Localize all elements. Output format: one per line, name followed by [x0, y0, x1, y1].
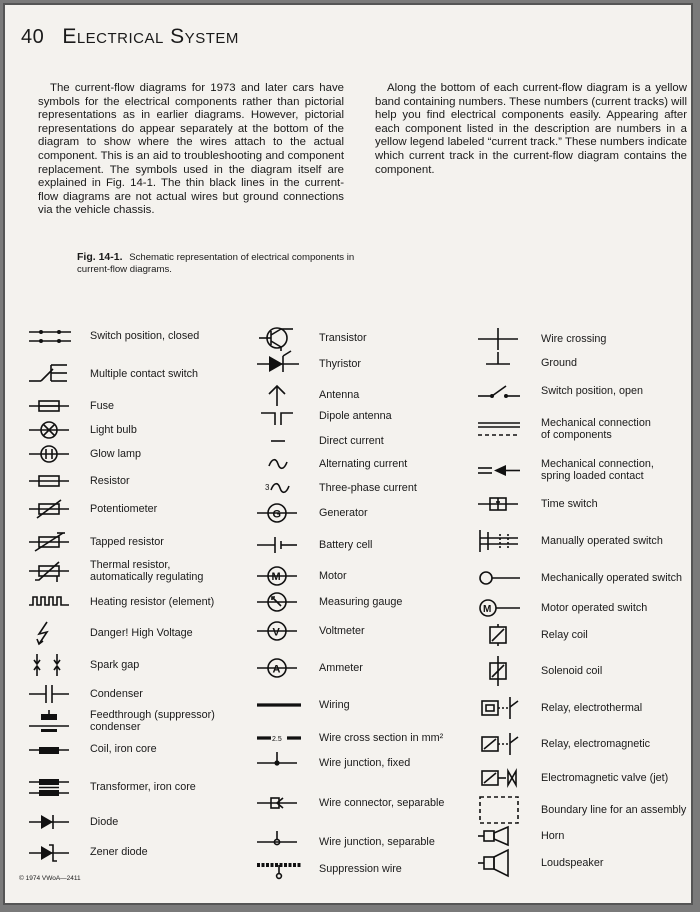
symbol-entry [257, 384, 467, 406]
symbol-label: Heating resistor (element) [90, 596, 215, 608]
symbol-entry [257, 565, 467, 587]
symbol-label: Diode [90, 816, 119, 828]
symbol-entry [29, 560, 239, 582]
symbol-entry [257, 477, 467, 499]
time-switch-icon [478, 493, 522, 515]
battery-cell-icon [257, 534, 301, 556]
symbol-label: Coil, iron core [90, 743, 157, 755]
symbol-entry [478, 852, 688, 874]
symbol-entry [29, 683, 239, 705]
symbol-label: Solenoid coil [541, 665, 603, 677]
mechanical-switch-icon [478, 567, 522, 589]
symbol-label: Multiple contact switch [90, 368, 199, 380]
diode-icon [29, 811, 73, 833]
relay-coil-icon [478, 624, 522, 646]
symbol-entry [257, 327, 467, 349]
wire-junction-separable-icon [257, 831, 301, 853]
dipole-antenna-icon [257, 405, 301, 427]
symbol-entry [29, 776, 239, 798]
spring-connection-icon [478, 459, 522, 481]
svg-text:G: G [272, 508, 282, 521]
symbol-entry [257, 752, 467, 774]
symbol-entry [257, 831, 467, 853]
light-bulb-icon [29, 419, 73, 441]
symbol-entry [478, 328, 688, 350]
symbol-entry [29, 419, 239, 441]
symbol-label: Antenna [319, 389, 360, 401]
symbol-entry [29, 531, 239, 553]
symbol-label: Motor [319, 570, 347, 582]
symbol-label: Mechanically operated switch [541, 572, 683, 584]
symbol-entry [29, 363, 239, 385]
ammeter-icon [257, 657, 301, 679]
symbol-label: Battery cell [319, 539, 373, 551]
symbol-entry [478, 767, 688, 789]
symbol-entry [478, 733, 688, 755]
symbol-label: Switch position, closed [90, 330, 200, 342]
symbol-label: Loudspeaker [541, 857, 604, 869]
symbol-label: Ammeter [319, 662, 363, 674]
symbol-label: Three-phase current [319, 482, 417, 494]
wire-cross-section-icon [257, 727, 301, 749]
figure-caption [77, 251, 387, 276]
symbol-entry [257, 353, 467, 375]
symbol-label: Horn [541, 830, 565, 842]
symbol-entry [478, 567, 688, 589]
symbol-entry [478, 597, 688, 619]
symbol-entry [29, 498, 239, 520]
symbol-label: Wiring [319, 699, 350, 711]
intro-text-right [375, 82, 687, 177]
symbol-entry [257, 727, 467, 749]
symbol-entry [29, 443, 239, 465]
horn-icon [478, 825, 522, 847]
symbol-label: Light bulb [90, 424, 137, 436]
condenser-icon [29, 683, 73, 705]
symbol-entry [478, 799, 688, 821]
wire-connector-icon [257, 792, 301, 814]
symbol-label: Boundary line for an assembly [541, 804, 687, 816]
symbol-entry [29, 591, 239, 613]
symbol-label: Generator [319, 507, 368, 519]
symbol-entry [257, 534, 467, 556]
relay-electrothermal-icon [478, 697, 522, 719]
solenoid-coil-icon [478, 660, 522, 682]
symbol-entry [478, 825, 688, 847]
symbol-label: Potentiometer [90, 503, 158, 515]
symbol-label: Mechanical connection, spring loaded contact [541, 458, 654, 482]
symbol-entry [257, 792, 467, 814]
symbol-entry [478, 624, 688, 646]
symbol-label: Transformer, iron core [90, 781, 196, 793]
symbol-label: Zener diode [90, 846, 148, 858]
symbol-label: Feedthrough (suppressor) condenser [90, 709, 215, 733]
symbol-label: Wire junction, fixed [319, 757, 411, 769]
symbol-label: Suppression wire [319, 863, 402, 875]
mechanical-connection-icon [478, 418, 522, 440]
measuring-gauge-icon [257, 591, 301, 613]
boundary-line-icon [478, 799, 522, 821]
symbol-label: Wire cross section in mm² [319, 732, 444, 744]
symbol-entry [257, 453, 467, 475]
resistor-icon [29, 470, 73, 492]
feedthrough-condenser-icon [29, 710, 73, 732]
symbol-entry [257, 694, 467, 716]
zener-diode-icon [29, 841, 73, 863]
symbol-label: Wire connector, separable [319, 797, 445, 809]
symbol-entry [478, 697, 688, 719]
symbol-entry [29, 325, 239, 347]
symbol-label: Thyristor [319, 358, 361, 370]
intro-paragraph-left: The current-flow diagrams for 1973 and later cars have symbols for the electrical components rather than pictorial representations as in earlier diagrams. However, pictorial representations do appear separately at the bottom of the diagram to show where the wires attach to the actual component. This is an aid to troubleshooting and component replacement. The symbols used in the diagram itself are explained in Fig. 14-1. The thin black lines in the current-flow diagrams are not actual wires but ground connections via the vehicle chassis. [38, 82, 344, 217]
symbol-entry [257, 502, 467, 524]
symbol-label: Dipole antenna [319, 410, 392, 422]
figure-number: Fig. 14-1. [77, 251, 123, 263]
symbol-label: Switch position, open [541, 385, 644, 397]
transformer-icon [29, 776, 73, 798]
symbol-entry [257, 657, 467, 679]
spark-gap-icon [29, 654, 73, 676]
symbol-label: Condenser [90, 688, 143, 700]
intro-paragraph-right: Along the bottom of each current-flow diagram is a yellow band containing numbers. These numbers (current tracks) will help you find electrical components easily. Appearing after each component listed in the description are numbers in a yellow legend labeled “current track.” These numbers indicate which current track in the current-flow diagram contains the component. [375, 82, 687, 176]
symbol-label: Wire crossing [541, 333, 607, 345]
tapped-resistor-icon [29, 531, 73, 553]
symbol-label: Transistor [319, 332, 367, 344]
symbol-entry [478, 530, 688, 552]
symbol-label: Voltmeter [319, 625, 365, 637]
thermal-resistor-icon [29, 560, 73, 582]
svg-text:V: V [272, 626, 280, 639]
switch-closed-icon [29, 325, 73, 347]
symbol-label: Measuring gauge [319, 596, 403, 608]
three-phase-current-icon [257, 477, 301, 499]
potentiometer-icon [29, 498, 73, 520]
symbol-label: Resistor [90, 475, 130, 487]
svg-text:A: A [272, 663, 281, 676]
symbol-entry [257, 405, 467, 427]
symbol-label: Tapped resistor [90, 536, 164, 548]
svg-text:M: M [483, 604, 492, 615]
symbol-label: Relay coil [541, 629, 588, 641]
symbol-label: Relay, electrothermal [541, 702, 643, 714]
figure-caption-text: Schematic representation of electrical components in current-flow diagrams. [77, 252, 355, 275]
transistor-icon [257, 327, 301, 349]
wiring-icon [257, 694, 301, 716]
symbol-label: Fuse [90, 400, 115, 412]
symbol-entry [478, 493, 688, 515]
fuse-icon [29, 395, 73, 417]
symbol-entry [29, 710, 239, 732]
symbol-label: Mechanical connection of components [541, 417, 651, 441]
symbol-label: Direct current [319, 435, 384, 447]
heating-resistor-icon [29, 591, 73, 613]
svg-text:3: 3 [265, 483, 270, 492]
symbol-label: Spark gap [90, 659, 140, 671]
symbol-label: Manually operated switch [541, 535, 663, 547]
symbol-label: Ground [541, 357, 578, 369]
manual-page [3, 3, 693, 905]
symbol-entry [478, 459, 688, 481]
symbol-entry [29, 470, 239, 492]
generator-icon [257, 502, 301, 524]
symbol-label: Motor operated switch [541, 602, 648, 614]
switch-open-icon [478, 380, 522, 402]
wire-crossing-icon [478, 328, 522, 350]
symbol-entry [478, 380, 688, 402]
multiple-contact-switch-icon [29, 363, 73, 385]
svg-text:M: M [271, 571, 281, 583]
chapter-title: Electrical System [62, 25, 239, 48]
motor-icon [257, 565, 301, 587]
symbol-entry [29, 841, 239, 863]
high-voltage-icon [29, 622, 73, 644]
symbol-entry [257, 620, 467, 642]
symbol-entry [257, 430, 467, 452]
symbol-label: Thermal resistor, automatically regulating [90, 559, 204, 583]
voltmeter-icon [257, 620, 301, 642]
symbol-entry [478, 418, 688, 440]
symbol-entry [29, 395, 239, 417]
suppression-wire-icon [257, 858, 301, 880]
page-number: 40 [21, 26, 45, 48]
manual-switch-icon [478, 530, 522, 552]
symbol-label: Time switch [541, 498, 598, 510]
symbol-entry [29, 622, 239, 644]
symbol-label: Relay, electromagnetic [541, 738, 651, 750]
symbol-label: Alternating current [319, 458, 408, 470]
symbol-entry [257, 591, 467, 613]
symbol-label: Electromagnetic valve (jet) [541, 772, 669, 784]
glow-lamp-icon [29, 443, 73, 465]
symbol-entry [478, 660, 688, 682]
relay-electromagnetic-icon [478, 733, 522, 755]
svg-text:2.5: 2.5 [272, 736, 282, 743]
antenna-icon [257, 384, 301, 406]
electromagnetic-valve-icon [478, 767, 522, 789]
alternating-current-icon [257, 453, 301, 475]
page-header [21, 25, 239, 49]
loudspeaker-icon [478, 852, 522, 874]
symbol-entry [257, 858, 467, 880]
symbol-entry [29, 654, 239, 676]
symbol-entry [29, 811, 239, 833]
symbol-label: Danger! High Voltage [90, 627, 193, 639]
symbol-entry [29, 738, 239, 760]
wire-junction-fixed-icon [257, 752, 301, 774]
ground-icon [478, 352, 522, 374]
iron-core-coil-icon [29, 738, 73, 760]
motor-switch-icon [478, 597, 522, 619]
direct-current-icon [257, 430, 301, 452]
symbol-entry [478, 352, 688, 374]
copyright: © 1974 VWoA—2411 [19, 875, 81, 882]
symbol-label: Wire junction, separable [319, 836, 435, 848]
intro-text-left [38, 82, 344, 218]
symbol-label: Glow lamp [90, 448, 142, 460]
thyristor-icon [257, 353, 301, 375]
